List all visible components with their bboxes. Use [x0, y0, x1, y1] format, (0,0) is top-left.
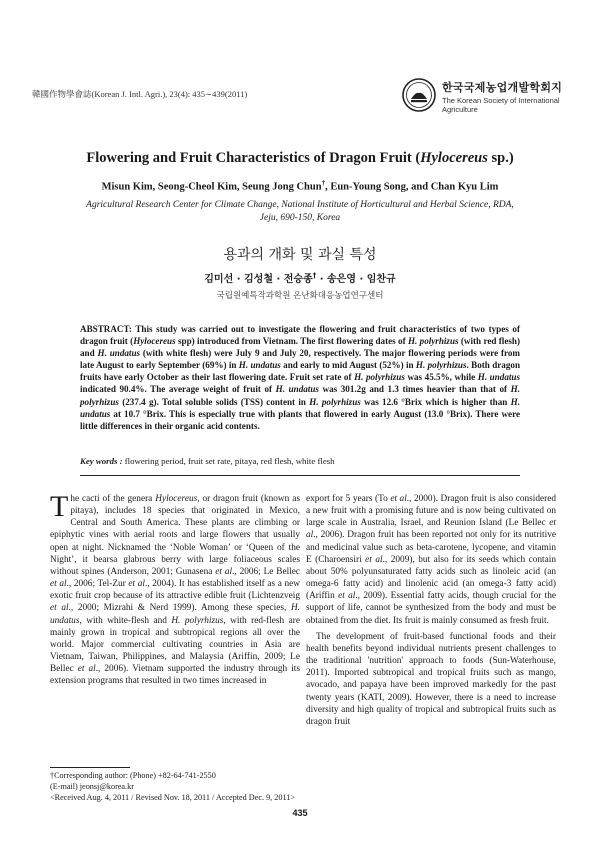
abstract: ABSTRACT: This study was carried out to investigate the flowering and fruit characteristics of two types of dragon fruit (Hylocereus spp) introduced from Vietnam. The first flowering dates of H. polyrhizus (with red flesh) and H. undatus (with white flesh) were July 9 and July 20, respectively. The major flowering periods were from late August to early September (69%) in H. undatus and early to mid August (52%) in H. polyrhizus. Both dragon fruits have early October as their last flowering date. Fruit set rate of H. polyrhizus was 45.5%, while H. undatus indicated 90.4%. The average weight of fruit of H. undatus was 301.2g and 1.3 times heavier than that of H. polyrhizus (237.4 g). Total soluble solids (TSS) content in H. polyrhizus was 12.6 °Brix which is higher than H. undatus at 10.7 °Brix. This is especially true with plants that flowered in early August (13.0 °Brix). There were little differences in their organic acid contents. — [80, 324, 521, 431]
paragraph-1: export for 5 years (To et al., 2000). Dragon fruit is also considered a new fruit with a promising future and is now being cultivated on large scale in Australia, Israel, and Reunion Island (Le Bellec et al., 2006). Dragon fruit has been reported not only for its nutritive and medicinal value such as beta-carotene, lycopene, and vitamin E (Charoensiri et al., 2009), but also for its seeds which contain about 50% polyunsaturated fatty acids such as linoleic acid (an omega-6 fatty acid) and linolenic acid (an omega-3 fatty acid) (Ariffin et al., 2009). Essential fatty acids, though crucial for the support of life, cannot be synthesized from the body and must be obtained from the diet. Its fruit is mainly consumed as fresh fruit. — [306, 494, 557, 626]
footnotes — [50, 770, 310, 803]
article-affiliation: Agricultural Research Center for Climate Change, National Institute of Horticultural and Herbal Science, RDA, Jeju, 690-150, Korea — [86, 200, 514, 223]
footnote-email: (E-mail) jeonsj@korea.kr — [50, 782, 134, 791]
keywords: Key words : flowering period, fruit set rate, pitaya, red flesh, white flesh — [80, 456, 335, 466]
drop-cap: T — [50, 490, 69, 523]
paragraph-2: The development of fruit-based functional foods and their health benefits beyond individual nutrients present challenges to the traditional 'nutrition' approach to foods (Sun-Waterhouse, 2011). Imported subtropical and tropical fruits such as mango, avocado, and papaya have been improved markedly for the past twenty years (KATI, 2009). However, there is a need to increase diversity and high quality of tropical and subtropical fruits such as dragon fruit — [306, 631, 556, 727]
footnote-received: <Received Aug. 4, 2011 / Revised Nov. 18, 2011 / Accepted Dec. 9, 2011> — [50, 793, 295, 802]
society-korean-name: 한국국제농업개발학회지 — [442, 81, 563, 94]
society-english-name-line2: Agriculture — [442, 105, 478, 114]
journal-reference: 韓國作物學會誌(Korean J. Intl. Agri.), 23(4): 435∼439(2011) — [32, 89, 248, 99]
article-authors: Misun Kim, Seong-Cheol Kim, Seung Jong Chun†, Eun-Young Song, and Chan Kyu Lim — [101, 179, 499, 193]
society-emblem-icon — [402, 78, 436, 112]
footnote-corresponding: †Corresponding author: (Phone) +82-64-741-2550 — [50, 771, 216, 780]
korean-affiliation: 국립원예특작과학원 온난화대응농업연구센터 — [216, 291, 384, 301]
footnote-divider — [50, 767, 130, 768]
body-column-right — [306, 493, 556, 728]
society-english-name-line1: The Korean Society of International — [442, 96, 560, 105]
page-number: 435 — [292, 808, 308, 818]
society-logo-block — [402, 76, 582, 116]
korean-title: 용과의 개화 및 과실 특성 — [223, 247, 377, 263]
section-divider — [80, 475, 520, 476]
korean-authors: 김미선 · 김성철 · 전승종† · 송은영 · 임찬규 — [204, 271, 396, 285]
article-title: Flowering and Fruit Characteristics of Dragon Fruit (Hylocereus sp.) — [86, 150, 514, 166]
body-column-left: The cacti of the genera Hylocereus, or dragon fruit (known as pitaya), includes 18 species that originated in Mexico, Central and South America. These plants are climbing or epiphytic vines with aerial roots and large flowers that usually open at night. Nicknamed the ‘Noble Woman’ or ‘Queen of the Night’, it bearsa glabrous berry with large foliaceous scales without spines (Anderson, 2001; Gunasena et al., 2006; Le Bellec et al., 2006; Tel-Zur et al., 2004). It has established itself as a new exotic fruit crop because of its attractive edible fruit (Lichtenzveig et al., 2000; Mizrahi & Nerd 1999). Among these species, H. undatus, with white-flesh and H. polyrhizus, with red-flesh are mainly grown in tropical and subtropical regions all over the world. Major commercial cultivating countries in Asia are Vietnam, Taiwan, Philippines, and Malaysia (Ariffin, 2009; Le Bellec et al., 2006). Vietnam supported the industry through its extension programs that resulted in two times increased in — [50, 490, 301, 687]
